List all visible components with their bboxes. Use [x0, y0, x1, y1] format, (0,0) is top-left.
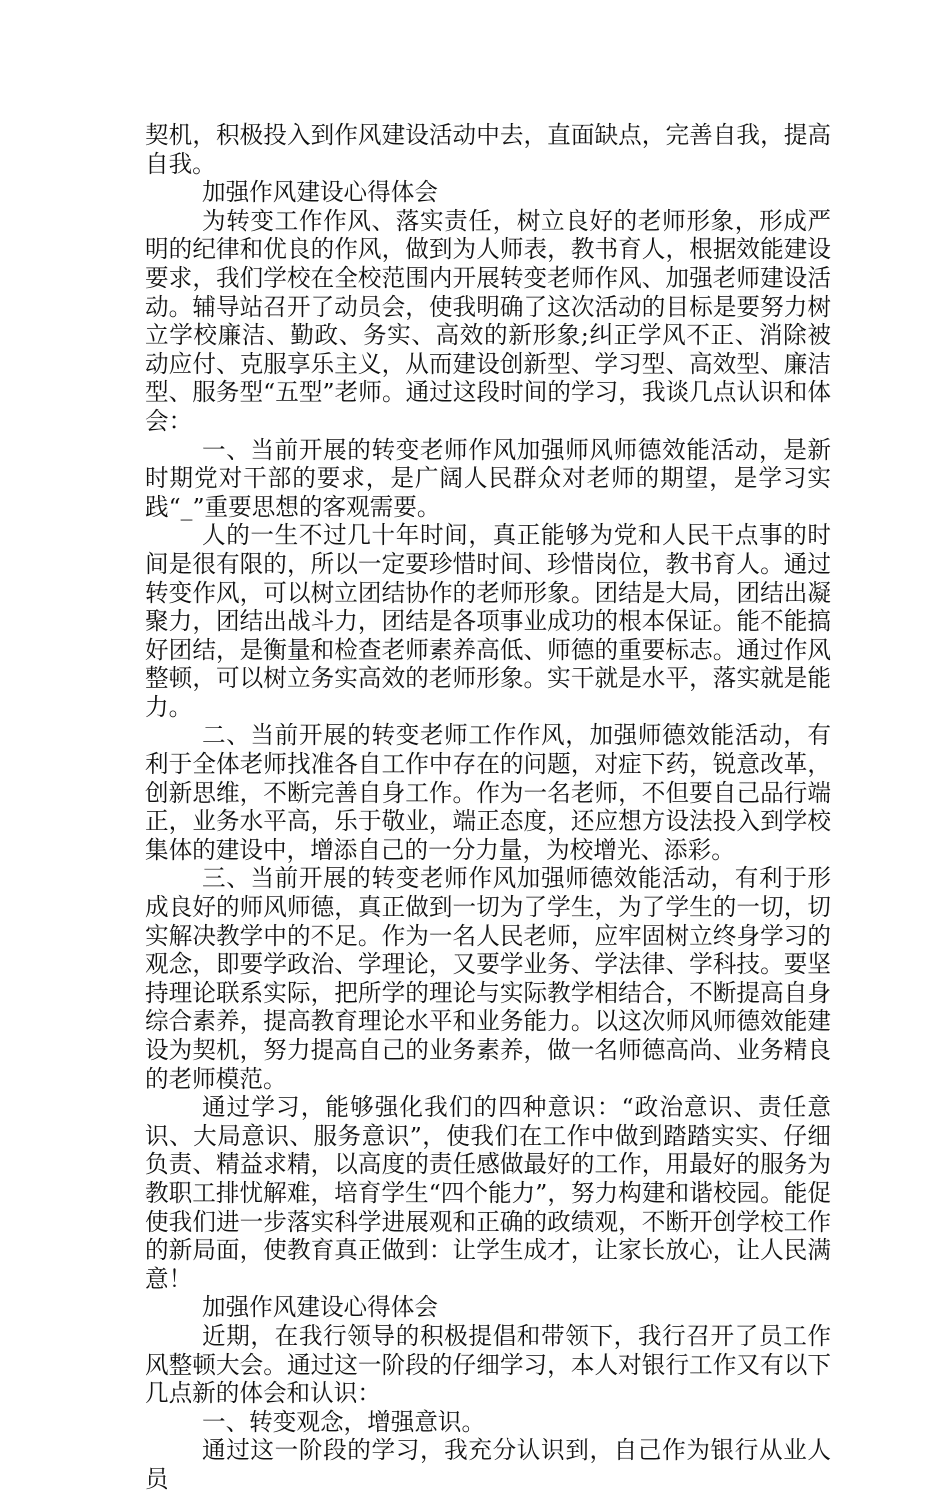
- paragraph-bank-point-1-detail: 通过这一阶段的学习，我充分认识到，自己作为银行从业人员: [145, 1436, 831, 1493]
- paragraph-intro: 为转变工作作风、落实责任，树立良好的老师形象，形成严明的纪律和优良的作风，做到为人师表，教书育人，根据效能建设要求，我们学校在全校范围内开展转变老师作风、加强老师建设活动。辅导站召开了动员会，使我明确了这次活动的目标是要努力树立学校廉洁、勤政、务实、高效的新形象;纠正学风不正、消除被动应付、克服享乐主义，从而建设创新型、学习型、高效型、廉洁型、服务型“五型”老师。通过这段时间的学习，我谈几点认识和体会：: [145, 206, 831, 435]
- paragraph-continuation: 契机，积极投入到作风建设活动中去，直面缺点，完善自我，提高自我。: [145, 121, 831, 178]
- paragraph-point-1-detail: 人的一生不过几十年时间，真正能够为党和人民干点事的时间是很有限的，所以一定要珍惜时间、珍惜岗位，教书育人。通过转变作风，可以树立团结协作的老师形象。团结是大局，团结出凝聚力，团结出战斗力，团结是各项事业成功的根本保证。能不能搞好团结，是衡量和检查老师素养高低、师德的重要标志。通过作风整顿，可以树立务实高效的老师形象。实干就是水平，落实就是能力。: [145, 521, 831, 721]
- section-heading-1: 加强作风建设心得体会: [202, 178, 438, 207]
- paragraph-point-2: 二、当前开展的转变老师工作作风，加强师德效能活动，有利于全体老师找准各自工作中存在的问题，对症下药，锐意改革，创新思维，不断完善自身工作。作为一名老师，不但要自己品行端正，业务水平高，乐于敬业，端正态度，还应想方设法投入到学校集体的建设中，增添自己的一分力量，为校增光、添彩。: [145, 721, 831, 864]
- paragraph-bank-point-1: 一、转变观念，增强意识。: [202, 1407, 486, 1436]
- paragraph-bank-intro: 近期，在我行领导的积极提倡和带领下，我行召开了员工作风整顿大会。通过这一阶段的仔细学习，本人对银行工作又有以下几点新的体会和认识：: [145, 1321, 831, 1408]
- paragraph-conclusion: 通过学习，能够强化我们的四种意识：“政治意识、责任意识、大局意识、服务意识”，使我们在工作中做到踏踏实实、仔细负责、精益求精，以高度的责任感做最好的工作，用最好的服务为教职工排忧解难，培育学生“四个能力”，努力构建和谐校园。能促使我们进一步落实科学进展观和正确的政绩观，不断开创学校工作的新局面，使教育真正做到：让学生成才，让家长放心，让人民满意！: [145, 1093, 831, 1293]
- section-heading-2: 加强作风建设心得体会: [202, 1293, 438, 1322]
- paragraph-point-1: 一、当前开展的转变老师作风加强师风师德效能活动，是新时期党对干部的要求，是广阔人民群众对老师的期望，是学习实践“_”重要思想的客观需要。: [145, 435, 831, 521]
- document-body: [145, 121, 831, 1494]
- paragraph-point-3: 三、当前开展的转变老师作风加强师德效能活动，有利于形成良好的师风师德，真正做到一切为了学生，为了学生的一切，切实解决教学中的不足。作为一名人民老师，应牢固树立终身学习的观念，即要学政治、学理论，又要学业务、学法律、学科技。要坚持理论联系实际，把所学的理论与实际教学相结合，不断提高自身综合素养，提高教育理论水平和业务能力。以这次师风师德效能建设为契机，努力提高自己的业务素养，做一名师德高尚、业务精良的老师模范。: [145, 864, 831, 1093]
